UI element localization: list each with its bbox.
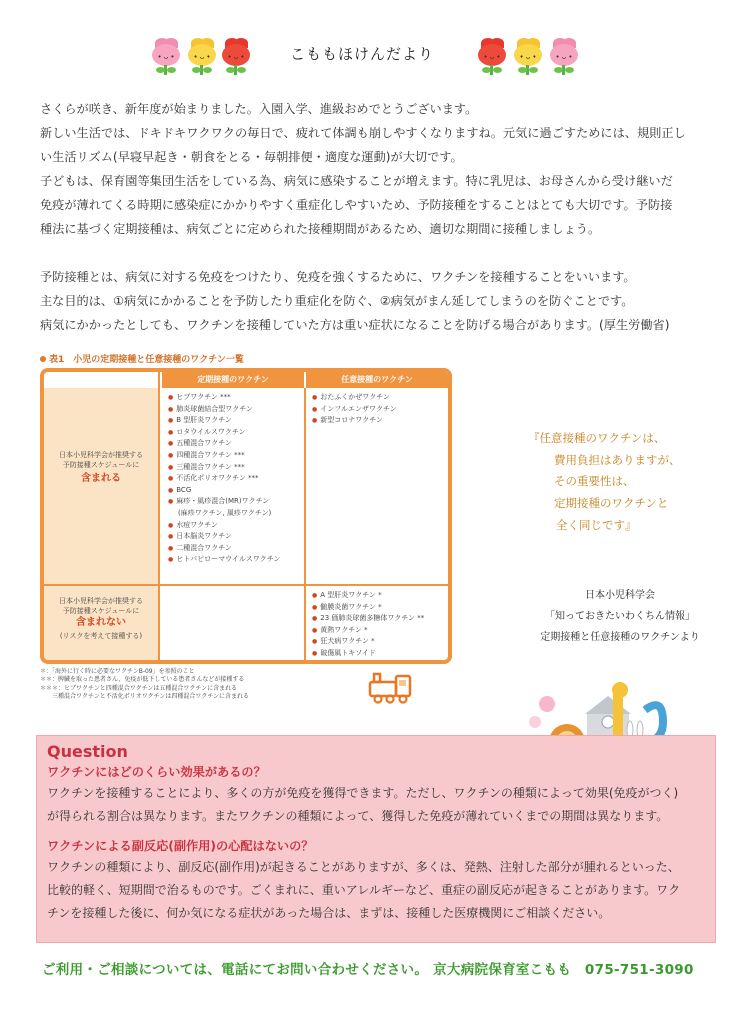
list-item: ● 狂犬病ワクチン *: [312, 636, 424, 648]
table-note: ＊＊＊：ヒブワクチンと四種混合ワクチンは五種混合ワクチンに含まれる: [40, 684, 238, 692]
side-quote: [528, 428, 718, 537]
table-note: ＊：「海外に行く時に必要なワクチンB-09」を参照のこと: [40, 668, 195, 675]
list-item: ● BCG: [168, 485, 280, 497]
list-item: ● ヒブワクチン ***: [168, 392, 280, 404]
list-item: ● インフルエンザワクチン: [312, 404, 397, 416]
list-item: ● 日本脳炎ワクチン: [168, 531, 280, 543]
qa-title: Question: [47, 742, 128, 761]
quote-line: その重要性は、: [554, 474, 635, 489]
row-header-not-included: 日本小児科学会が推奨する 予防接種スケジュールに 含まれない (リスクを考えて接種する): [44, 586, 160, 660]
list-item: ● 破傷風トキソイド: [312, 648, 424, 660]
quote-line: 『任意接種のワクチンは、: [528, 431, 666, 445]
list-item: ● 二種混合ワクチン: [168, 543, 280, 555]
list-item: ● ヒトパピローマウイルスワクチン: [168, 554, 280, 566]
intro-line: い生活リズム(早寝早起き・朝食をとる・毎朝排便・適度な運動)が大切です。: [40, 150, 463, 164]
vaccine-table-figure: [40, 352, 452, 702]
header: • ᴗ • • ᴗ • • ᴗ • こももほけんだより • ᴗ • • ᴗ • • ᴗ •: [0, 28, 742, 78]
quote-line: 定期接種のワクチンと: [554, 496, 669, 511]
list-item: ● 髄膜炎菌ワクチン *: [312, 602, 424, 614]
answer-line: チンを接種した後に、何か気になる症状があった場合は、まずは、接種した医療機関にご相談ください。: [47, 906, 611, 920]
list-item: ● 四種混合ワクチン ***: [168, 450, 280, 462]
question-heading: ワクチンによる副反応(副作用)の心配はないの？: [47, 839, 314, 853]
list-item: ● 黄熱ワクチン *: [312, 625, 424, 637]
list-item: ● 三種混合ワクチン ***: [168, 462, 280, 474]
intro-line: 病気にかかったとしても、ワクチンを接種していた方は重い症状になることを防げる場合があります。(厚生労働省): [40, 318, 670, 332]
bullet-icon: [40, 356, 46, 362]
row-header-included: 日本小児科学会が推奨する 予防接種スケジュールに 含まれる: [44, 388, 160, 584]
list-item: ● おたふくかぜワクチン: [312, 392, 397, 404]
answer-line: が得られる割合は異なります。またワクチンの種類によって、獲得した免疫が薄れていくまでの期間は異なります。: [47, 809, 669, 823]
intro-line: 新しい生活では、ドキドキワクワクの毎日で、疲れて体調も崩しやすくなりますね。元気に過ごすためには、規則正し: [40, 126, 686, 140]
list-item: ● ロタウイルスワクチン: [168, 427, 280, 439]
qa-section: [36, 735, 716, 943]
list-item: ● 麻疹・風疹混合(MR)ワクチン: [168, 496, 280, 508]
list-item: ● 23 価肺炎球菌多糖体ワクチン **: [312, 613, 424, 625]
table-note: 三種混合ワクチンと不活化ポリオワクチンは四種混合ワクチンに含まれる: [40, 693, 250, 701]
answer-line: ワクチンの種類により、副反応(副作用)が起きることがありますが、多くは、発熱、注射した部分が腫れるといった、: [47, 860, 680, 874]
list-item: ● B 型肝炎ワクチン: [168, 415, 280, 427]
source-line: 日本小児科学会: [585, 590, 655, 601]
source-line: 定期接種と任意接種のワクチンより: [540, 632, 700, 643]
intro-line: 免疫が薄れてくる時期に感染症にかかりやすく重症化しやすいため、予防接種をすることはとても大切です。予防接: [40, 198, 673, 212]
list-item: ● 不活化ポリオワクチン ***: [168, 473, 280, 485]
list-item: ● A 型肝炎ワクチン *: [312, 590, 424, 602]
routine-vaccine-list: [168, 392, 280, 566]
list-item-subtext: (麻疹ワクチン, 風疹ワクチン): [178, 508, 272, 517]
column-header-optional: 任意接種のワクチン: [306, 372, 448, 388]
optional-vaccine-list-not-included: [312, 590, 424, 660]
list-item: ● 肺炎球菌結合型ワクチン: [168, 404, 280, 416]
list-item: ● 五種混合ワクチン: [168, 438, 280, 450]
intro-line: 予防接種とは、病気に対する免疫をつけたり、免疫を強くするために、ワクチンを接種することをいいます。: [40, 270, 636, 284]
vaccine-table: [40, 368, 452, 664]
intro-line: 種法に基づく定期接種は、病気ごとに定められた接種期間があるため、適切な期間に接種しましょう。: [40, 222, 601, 236]
intro-text: [40, 97, 710, 337]
list-item: ● 新型コロナワクチン: [312, 415, 397, 427]
intro-line: 主な目的は、①病気にかかることを予防したり重症化を防ぐ、②病気がまん延してしまうのを防ぐことです。: [40, 294, 634, 308]
question-heading: ワクチンにはどのくらい効果があるの？: [47, 765, 266, 779]
contact-footer: ご利用・ご相談については、電話にてお問い合わせください。 京大病院保育室こもも 075-751-3090: [42, 962, 694, 978]
quote-line: 全く同じです』: [556, 517, 637, 532]
source-line: 「知っておきたいわくちん情報」: [545, 611, 695, 622]
train-icon: [366, 670, 416, 704]
intro-line: 子どもは、保育園等集団生活をしている為、病気に感染することが増えます。特に乳児は、お母さんから受け継いだ: [40, 174, 673, 188]
optional-vaccine-list-included: [312, 392, 397, 427]
table-caption: 表1 小児の定期接種と任意接種のワクチン一覧: [40, 352, 452, 368]
source-citation: [520, 585, 720, 648]
answer-line: ワクチンを接種することにより、多くの方が免疫を獲得できます。ただし、ワクチンの種類によって効果(免疫がつく): [47, 786, 679, 800]
intro-line: さくらが咲き、新年度が始まりました。入園入学、進級おめでとうございます。: [40, 102, 478, 116]
column-header-routine: 定期接種のワクチン: [162, 372, 304, 388]
quote-line: 費用負担はありますが、: [554, 452, 681, 467]
answer-line: 比較的軽く、短期間で治るものです。ごくまれに、重いアレルギーなど、重症の副反応が起きることがあります。ワク: [47, 883, 681, 897]
table-note: ＊＊：脾臓を取った患者さん、免疫が低下している患者さんなどが接種する: [40, 676, 245, 684]
list-item: ● 水痘ワクチン: [168, 520, 280, 532]
newsletter-title: こももほけんだより: [290, 45, 435, 63]
